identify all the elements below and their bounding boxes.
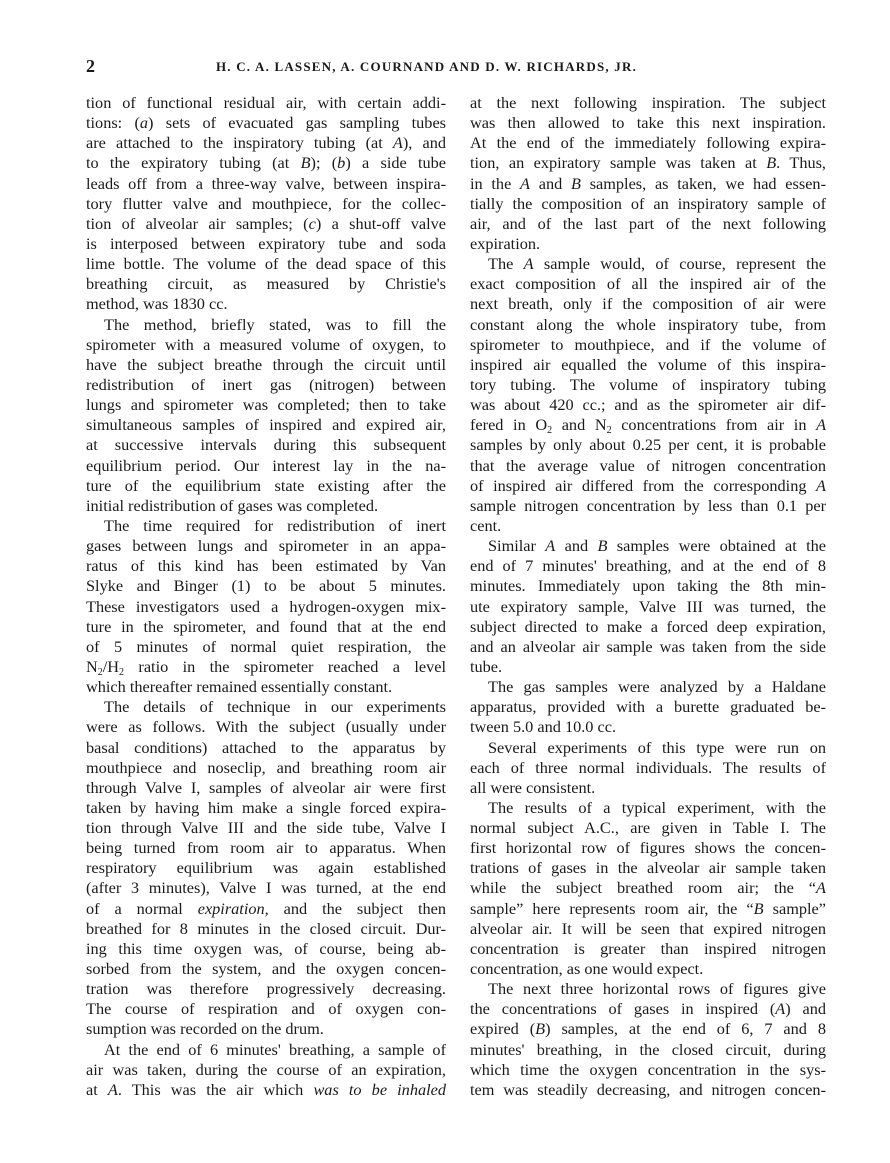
text-line: expired (B) samples, at the end of 6, 7 and 8 [470,1019,826,1039]
text-line: sumption was recorded on the drum. [86,1019,324,1039]
text-line: which thereafter remained essentially constant. [86,677,393,697]
text-line: ratus of this kind has been estimated by Van [86,556,446,576]
text-line: which time the oxygen concentration in the sys- [470,1059,826,1079]
text-line: ute expiratory sample, Valve III was turned, the [470,596,826,616]
paragraph-first-line: Similar A and B samples were obtained at the [488,536,826,556]
text-line: the concentrations of gases in inspired (A) and [470,999,826,1019]
text-line: exact composition of all the inspired air of the [470,274,826,294]
text-line: spirometer to mouthpiece, and if the volume of [470,334,826,354]
text-line: subject directed to make a forced deep expiration, [470,616,826,636]
text-line: cent. [470,515,502,535]
text-line: concentration is greater than inspired nitrogen [470,938,826,958]
text-line: minutes' breathing, in the closed circuit, during [470,1039,826,1059]
paragraph-first-line: The A sample would, of course, represent the [488,254,826,274]
text-line: gases between lungs and spirometer in an appa- [86,536,446,556]
paragraph-first-line: The next three horizontal rows of figures give [488,979,826,999]
paragraph-first-line: The method, briefly stated, was to fill the [104,314,446,334]
text-line: trations of gases in the alveolar air sample taken [470,858,826,878]
text-line: inspired air equalled the volume of this inspira- [470,354,826,374]
text-line: first horizontal row of figures shows the concen- [470,838,826,858]
text-line: tory tubing. The volume of inspiratory tubing [470,374,826,394]
text-line: leads off from a three-way valve, between inspira- [86,173,446,193]
text-line: (after 3 minutes), Valve I was turned, at the end [86,878,446,898]
text-line: breathed for 8 minutes in the closed circuit. Dur- [86,918,446,938]
text-line: that the average value of nitrogen concentration [470,455,826,475]
text-line: tion, an expiratory sample was taken at B. Thus, [470,153,827,173]
text-line: breathing circuit, as measured by Christie's [86,274,446,294]
running-title: H. C. A. LASSEN, A. COURNAND AND D. W. RICHARDS, JR. [216,59,638,74]
text-line: was about 420 cc.; and as the spirometer air dif- [470,395,826,415]
text-line: tion through Valve III and the side tube, Valve I [86,818,446,838]
text-line: air, and of the last part of the next following [470,213,826,233]
text-line: $N_2/H_2$ ratio in the spirometer reached a level [86,656,446,678]
text-line: tially the composition of an inspiratory sample of [470,193,826,213]
text-line: ing this time oxygen was, of course, being ab- [86,938,446,958]
text-line: alveolar air. It will be seen that expired nitrogen [470,918,826,938]
text-line: equilibrium period. Our interest lay in the na- [86,455,446,475]
running-head [86,56,826,80]
text-line: tion of functional residual air, with certain addi- [86,93,446,112]
text-line: is interposed between expiratory tube and soda [86,233,446,253]
text-line: constant along the whole inspiratory tube, from [470,314,826,334]
text-line: spirometer with a measured volume of oxygen, to [86,334,446,354]
text-line: redistribution of inert gas (nitrogen) between [86,374,446,394]
text-line: tions: (a) sets of evacuated gas sampling tubes [86,113,447,133]
text-line: at successive intervals during this subsequent [86,435,446,455]
text-line: were as follows. With the subject (usually under [86,717,446,737]
text-line: of inspired air differed from the corresponding A [470,475,826,495]
text-line: of a normal expiration, and the subject then [86,898,447,918]
paragraph-first-line: The gas samples were analyzed by a Haldane [488,677,826,697]
text-line: lungs and spirometer was completed; then to take [86,395,446,415]
text-line: ture of the equilibrium state existing after the [86,475,446,495]
text-line: of 5 minutes of normal quiet respiration, the [86,636,446,656]
text-line: to the expiratory tubing (at B); (b) a side tube [86,153,447,173]
text-line: tory flutter valve and mouthpiece, for the collec- [86,193,446,213]
paragraph-first-line: At the end of 6 minutes' breathing, a sample of [104,1039,446,1059]
paragraph-first-line: The results of a typical experiment, with the [488,797,826,817]
text-line: through Valve I, samples of alveolar air were first [86,777,446,797]
text-line: mouthpiece and noseclip, and breathing room air [86,757,446,777]
page-number: 2 [86,56,95,76]
text-line: minutes. Immediately upon taking the 8th min- [470,576,826,596]
text-line: normal subject A.C., are given in Table I. The [470,818,826,838]
text-line: concentration, as one would expect. [470,959,704,979]
text-line: sample nitrogen concentration by less than 0.1 per [470,495,826,515]
text-line: at the next following inspiration. The subject [470,93,826,112]
text-line: lime bottle. The volume of the dead space of this [86,254,446,274]
text-line: At the end of the immediately following expira- [470,133,826,153]
text-line: basal conditions) attached to the apparatus by [86,737,446,757]
text-line: samples by only about 0.25 per cent, it is probable [470,435,826,455]
right-column [470,93,826,1100]
text-line: method, was 1830 cc. [86,294,228,314]
text-line: tration was therefore progressively decreasing. [86,979,446,999]
text-line: The course of respiration and of oxygen con- [86,999,446,1019]
text-line: tion of alveolar air samples; (c) a shut-off valve [86,213,446,233]
text-line: taken by having him make a single forced expira- [86,797,446,817]
text-line: tem was steadily decreasing, and nitrogen concen- [470,1079,826,1099]
paragraph-first-line: The time required for redistribution of inert [104,515,446,535]
paragraph-first-line: Several experiments of this type were run on [488,737,826,757]
text-line: expiration. [470,233,541,253]
text-line: while the subject breathed room air; the “A [470,878,826,898]
text-line: tween 5.0 and 10.0 cc. [470,717,617,737]
text-line: sample” here represents room air, the “B sample” [470,898,826,918]
left-column [86,93,446,1100]
text-line: end of 7 minutes' breathing, and at the end of 8 [470,556,826,576]
text-line: and an alveolar air sample was taken from the side [470,636,826,656]
text-line: have the subject breathe through the circuit until [86,354,446,374]
text-line: simultaneous samples of inspired and expired air, [86,415,446,435]
text-line: These investigators used a hydrogen-oxygen mix- [86,596,446,616]
text-line: Slyke and Binger (1) to be about 5 minutes. [86,576,446,596]
text-line: next breath, only if the composition of air were [470,294,826,314]
text-line: tube. [470,656,503,676]
text-line: at A. This was the air which was to be inhaled [86,1079,446,1099]
text-line: air was taken, during the course of an expiration, [86,1059,446,1079]
text-line: being turned from room air to apparatus. When [86,838,446,858]
paragraph-first-line: The details of technique in our experiments [104,697,446,717]
text-line: initial redistribution of gases was completed. [86,495,379,515]
text-line: in the A and B samples, as taken, we had essen- [470,173,826,193]
text-line: sorbed from the system, and the oxygen concen- [86,959,446,979]
text-line: fered in $O_2$ and $N_2$ concentrations from air in A [470,415,827,437]
text-line: apparatus, provided with a burette graduated be- [470,697,826,717]
text-line: was then allowed to take this next inspiration. [470,113,826,133]
text-line: respiratory equilibrium was again established [86,858,446,878]
text-line: are attached to the inspiratory tubing (at A), and [86,133,446,153]
text-line: all were consistent. [470,777,596,797]
text-line: ture in the spirometer, and found that at the end [86,616,446,636]
text-line: each of three normal individuals. The results of [470,757,826,777]
